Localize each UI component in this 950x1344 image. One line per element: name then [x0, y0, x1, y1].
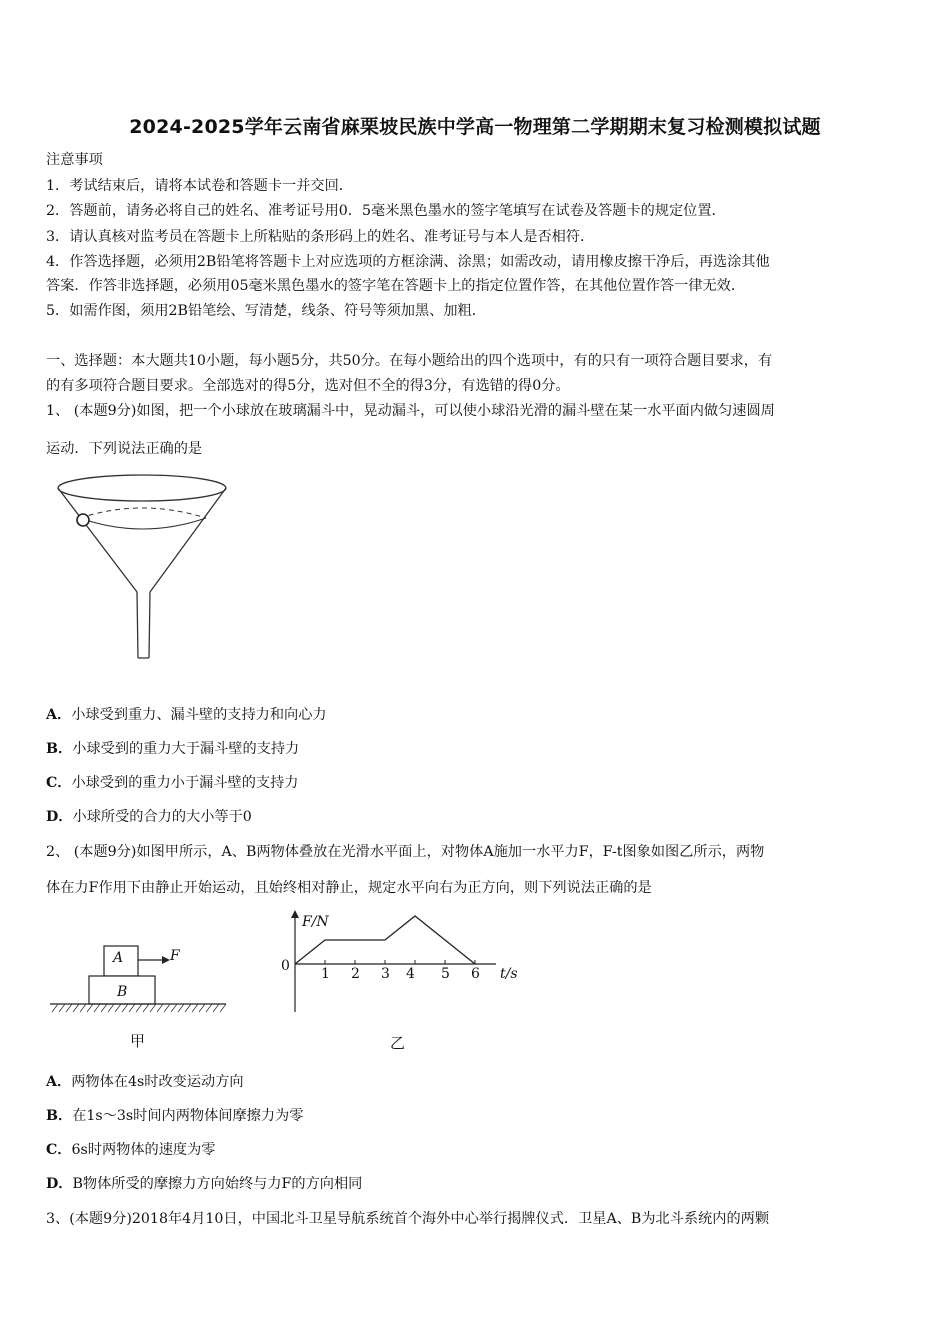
question-1-option-c: C．小球受到的重力小于漏斗壁的支持力: [46, 775, 299, 791]
graph-tick-6: 6: [471, 966, 480, 982]
y-axis-arrow-icon: [291, 910, 299, 918]
notice-item-4: 4．作答选择题，必须用2B铅笔将答题卡上对应选项的方框涂满、涂黑；如需改动，请用橡皮擦干净后，再选涂其他: [46, 254, 770, 270]
question-1-stem-line1: 1、 (本题9分)如图，把一个小球放在玻璃漏斗中，晃动漏斗，可以使小球沿光滑的漏斗壁在某一水平面内做匀速圆周: [46, 403, 775, 419]
question-1-option-d: D．小球所受的合力的大小等于0: [46, 809, 252, 825]
question-2-stem-line2: 体在力F作用下由静止开始运动，且始终相对静止，规定水平向右为正方向，则下列说法正确的是: [46, 880, 652, 896]
graph-tick-3: 3: [381, 966, 390, 982]
force-label: F: [170, 948, 180, 964]
question-2-stem-line1: 2、 (本题9分)如图甲所示，A、B两物体叠放在光滑水平面上，对物体A施加一水平力F，F-t图象如图乙所示，两物: [46, 844, 765, 860]
question-1-option-b: B．小球受到的重力大于漏斗壁的支持力: [46, 741, 300, 757]
question-2-option-b: B．在1s～3s时间内两物体间摩擦力为零: [46, 1108, 304, 1124]
figure-yi-caption: 乙: [390, 1034, 406, 1052]
section-1-intro-line2: 的有多项符合题目要求。全部选对的得5分，选对但不全的得3分，有选错的得0分。: [46, 378, 570, 394]
graph-origin-label: 0: [281, 958, 290, 974]
ball-icon: [77, 514, 89, 526]
figure-jia-blocks: [48, 940, 233, 1020]
notice-item-5: 5．如需作图，须用2B铅笔绘、写清楚，线条、符号等须加黑、加粗．: [46, 303, 486, 319]
section-1-intro-line1: 一、选择题：本大题共10小题，每小题5分，共50分。在每小题给出的四个选项中，有的只有一项符合题目要求，有: [46, 353, 773, 369]
question-1-option-a: A．小球受到重力、漏斗壁的支持力和向心力: [46, 707, 327, 723]
notice-heading: 注意事项: [46, 152, 103, 168]
ground-hatching: [52, 1004, 226, 1012]
question-3-stem-line1: 3、(本题9分)2018年4月10日，中国北斗卫星导航系统首个海外中心举行揭牌仪式．卫星A、B为北斗系统内的两颗: [46, 1211, 770, 1227]
graph-tick-4: 4: [406, 966, 415, 982]
graph-tick-5: 5: [441, 966, 450, 982]
question-2-option-a: A．两物体在4s时改变运动方向: [46, 1074, 244, 1090]
question-1-stem-line2: 运动．下列说法正确的是: [46, 441, 203, 457]
notice-item-4-cont: 答案．作答非选择题，必须用05毫米黑色墨水的签字笔在答题卡上的指定位置作答，在其他位置作答一律无效．: [46, 278, 746, 294]
funnel-figure: [50, 470, 240, 670]
graph-tick-1: 1: [321, 966, 330, 982]
graph-y-label: F/N: [302, 914, 329, 930]
notice-item-1: 1．考试结束后，请将本试卷和答题卡一并交回．: [46, 178, 353, 194]
block-a-label: A: [113, 950, 124, 966]
graph-x-label: t/s: [500, 966, 518, 982]
figure-jia-caption: 甲: [130, 1032, 146, 1050]
notice-item-2: 2．答题前，请务必将自己的姓名、准考证号用0．5毫米黑色墨水的签字笔填写在试卷及答题卡的规定位置．: [46, 203, 726, 219]
notice-item-3: 3．请认真核对监考员在答题卡上所粘贴的条形码上的姓名、准考证号与本人是否相符．: [46, 229, 595, 245]
page-title: 2024-2025学年云南省麻栗坡民族中学高一物理第二学期期末复习检测模拟试题: [129, 116, 821, 138]
arrow-head-icon: [162, 956, 170, 964]
graph-tick-2: 2: [351, 966, 360, 982]
question-2-option-c: C．6s时两物体的速度为零: [46, 1142, 216, 1158]
block-b-label: B: [117, 984, 128, 1000]
question-2-option-d: D．B物体所受的摩擦力方向始终与力F的方向相同: [46, 1176, 363, 1192]
